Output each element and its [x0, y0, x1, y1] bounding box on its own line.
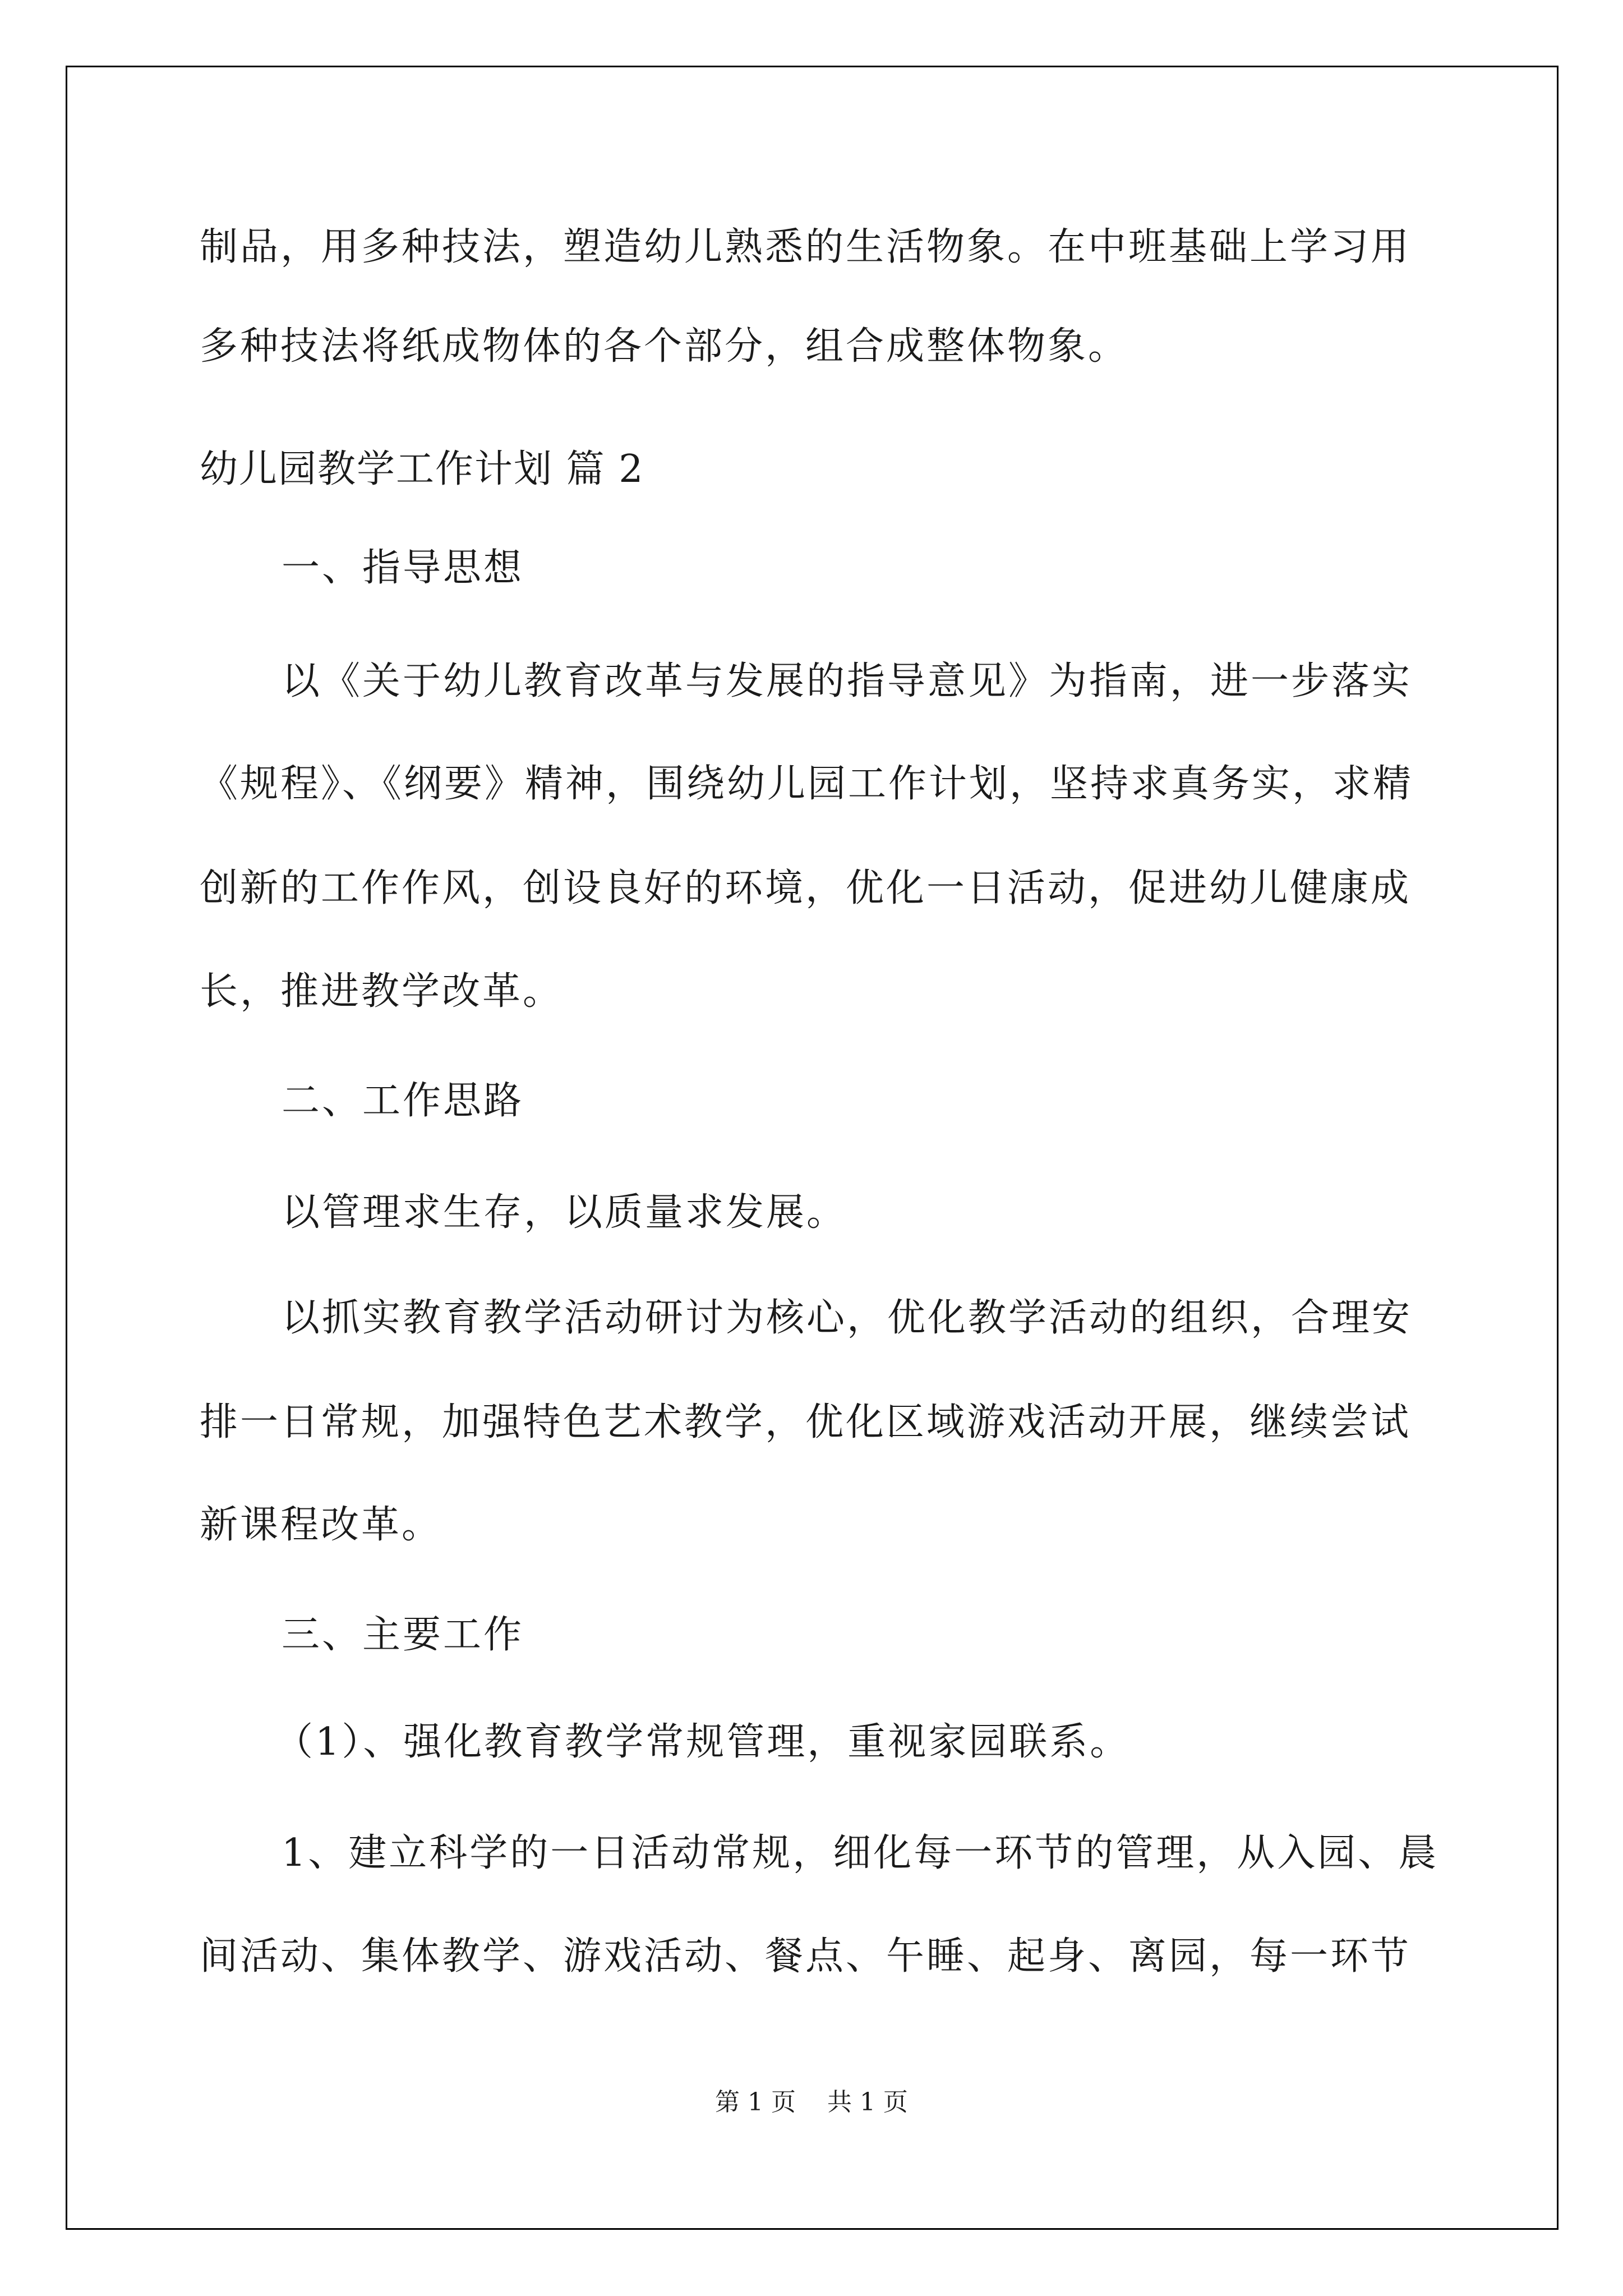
paragraph-line: 制品，用多种技法，塑造幼儿熟悉的生活物象。在中班基础上学习用 — [200, 225, 1412, 269]
paragraph-line: 以《关于幼儿教育改革与发展的指导意见》为指南，进一步落实 — [282, 659, 1413, 703]
paragraph-line: 以管理求生存，以质量求发展。 — [282, 1190, 847, 1235]
section-heading: 三、主要工作 — [282, 1613, 524, 1657]
paragraph-line: 以抓实教育教学活动研讨为核心，优化教学活动的组织，合理安 — [282, 1296, 1413, 1340]
paragraph-line: 长，推进教学改革。 — [200, 969, 564, 1014]
page-footer: 第 1 页 共 1 页 — [715, 2088, 908, 2116]
paragraph-line: 排一日常规，加强特色艺术教学，优化区域游戏活动开展，继续尝试 — [200, 1400, 1412, 1444]
subsection-heading: （1）、强化教育教学常规管理，重视家园联系。 — [275, 1720, 1131, 1764]
paragraph-line: 多种技法将纸成物体的各个部分，组合成整体物象。 — [200, 324, 1129, 369]
paragraph-line: 间活动、集体教学、游戏活动、餐点、午睡、起身、离园，每一环节 — [200, 1934, 1412, 1978]
paragraph-line: 1、建立科学的一日活动常规，细化每一环节的管理，从入园、晨 — [282, 1831, 1439, 1875]
paragraph-line: 《规程》、《纲要》精神，围绕幼儿园工作计划，坚持求真务实，求精 — [200, 762, 1414, 806]
page-border — [66, 66, 1559, 2230]
section-title: 幼儿园教学工作计划 篇 2 — [200, 447, 644, 491]
paragraph-line: 新课程改革。 — [200, 1503, 442, 1547]
section-heading: 一、指导思想 — [282, 546, 524, 590]
section-heading: 二、工作思路 — [282, 1079, 524, 1123]
paragraph-line: 创新的工作作风，创设良好的环境，优化一日活动，促进幼儿健康成 — [200, 866, 1412, 910]
